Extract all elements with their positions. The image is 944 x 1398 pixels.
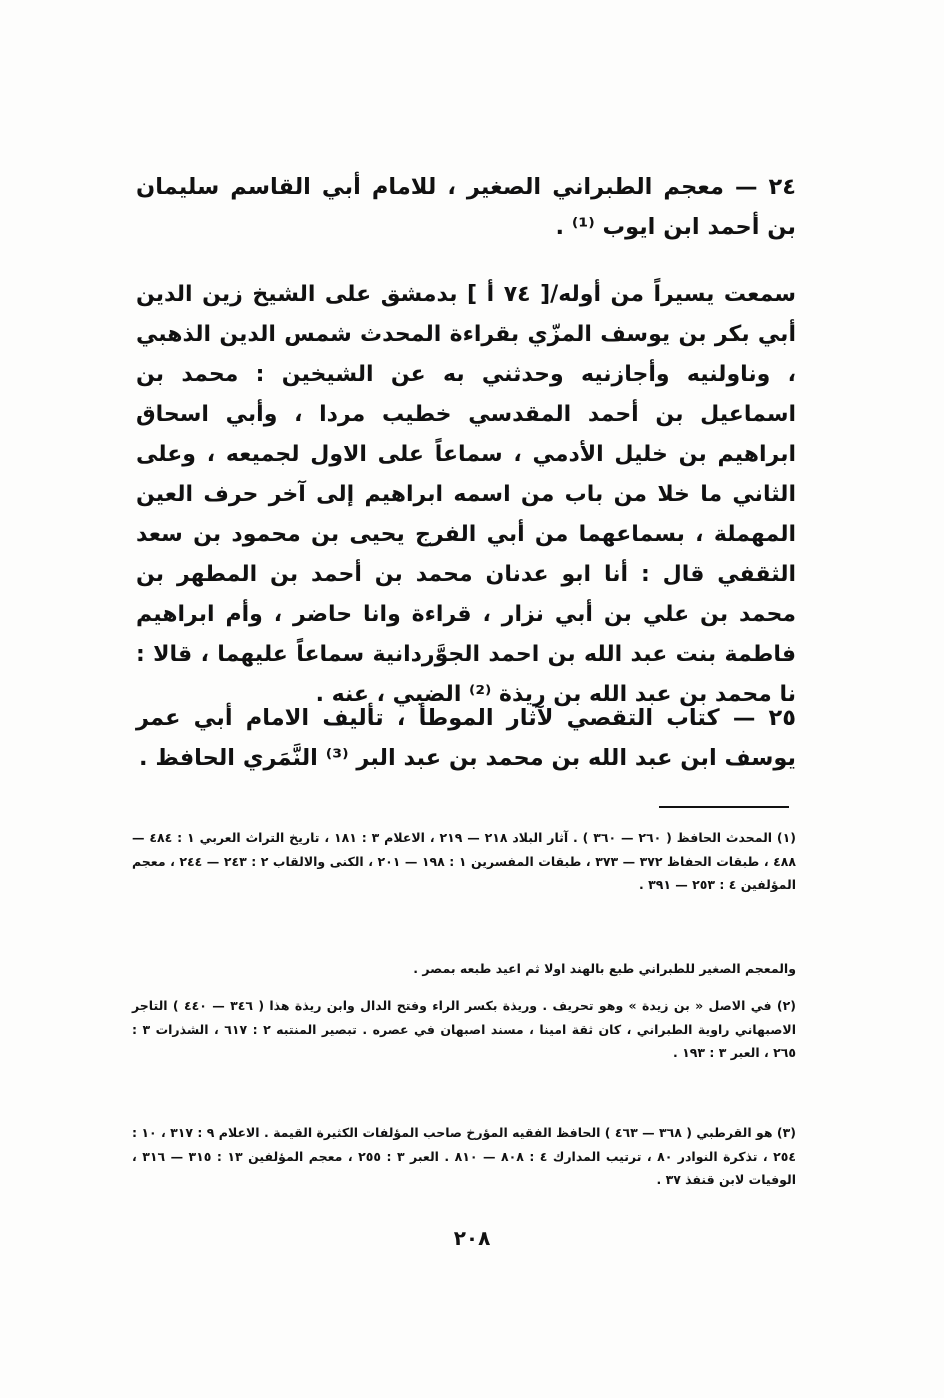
footnote-3: (٣) هو القرطبي ( ٣٦٨ — ٤٦٣ ) الحافظ الفقيه المؤرخ صاحب المؤلفات الكثيرة القيمة . الاعلام ٩ : ٣١٧ ، ١٠ : ٢٥٤ ، تذكرة النوادر ٨٠ ، ترتيب المدارك ٤ : ٨٠٨ — ٨١٠ . العبر ٣ : ٢٥٥ ، معجم المؤلفين ١٣ : ٣١٥ — ٣١٦ ، الوفيات لابن قنفذ ٣٧ . [132, 1125, 797, 1187]
footnote-1-note: والمعجم الصغير للطبراني طبع بالهند اولا ثم اعيد طبعه بمصر . [413, 961, 796, 976]
entry-24-title: ٢٤ — معجم الطبراني الصغير ، للامام أبي القاسم سليمان بن أحمد ابن ايوب ⁽¹⁾ . [136, 174, 796, 240]
footnote-1: (١) المحدث الحافظ ( ٢٦٠ — ٣٦٠ ) . آثار البلاد ٢١٨ — ٢١٩ ، الاعلام ٣ : ١٨١ ، تاريخ التراث العربي ١ : ٤٨٤ — ٤٨٨ ، طبقات الحفاظ ٣٧٢ — ٣٧٣ ، طبقات المفسرين ١ : ١٩٨ — ٢٠١ ، الكنى والالقاب ٢ : ٢٤٣ — ٢٤٤ ، معجم المؤلفين ٤ : ٢٥٣ — ٣٩١ . [132, 830, 797, 892]
entry-25-title: ٢٥ — كتاب التقصي لآثار الموطأ ، تأليف الامام أبي عمر يوسف ابن عبد الله بن محمد بن عبد البر ⁽³⁾ النَّمَري الحافظ . [136, 705, 796, 771]
footnote-divider [659, 806, 789, 808]
footnote-2: (٢) في الاصل « بن زيدة » وهو تحريف . وريذة بكسر الراء وفتح الدال وابن ريذة هذا ( ٣٤٦ — ٤٤٠ ) التاجر الاصبهاني راوية الطبراني ، كان ثقة امينا ، مسند اصبهان في عصره . تبصير المنتبه ٢ : ٦١٧ ، الشذرات ٣ : ٢٦٥ ، العبر ٣ : ١٩٣ . [132, 998, 796, 1060]
entry-24-body-paragraph: سمعت يسيراً من أوله/[ ٧٤ أ ] بدمشق على الشيخ زين الدين أبي بكر بن يوسف المزّي بقراءة المحدث شمس الدين الذهبي ، وناولنيه وأجازنيه وحدثني به عن الشيخين : محمد بن اسماعيل بن أحمد المقدسي خطيب مردا ، وأبي اسحاق ابراهيم بن خليل الأدمي ، سماعاً على الاول لجميعه ، وعلى الثاني ما خلا من باب من اسمه ابراهيم إلى آخر حرف العين المهملة ، بسماعهما من أبي الفرج يحيى بن محمود بن سعد الثقفي قال : أنا ابو عدنان محمد بن أحمد بن المطهر بن محمد بن علي بن أبي نزار ، قراءة وانا حاضر ، وأم ابراهيم فاطمة بنت عبد الله بن احمد الجوَّردانية سماعاً عليهما ، قالا : نا محمد بن عبد الله بن ريذة ⁽²⁾ الضبي ، عنه . [136, 282, 796, 707]
page-number: ٢٠٨ [453, 1226, 491, 1250]
